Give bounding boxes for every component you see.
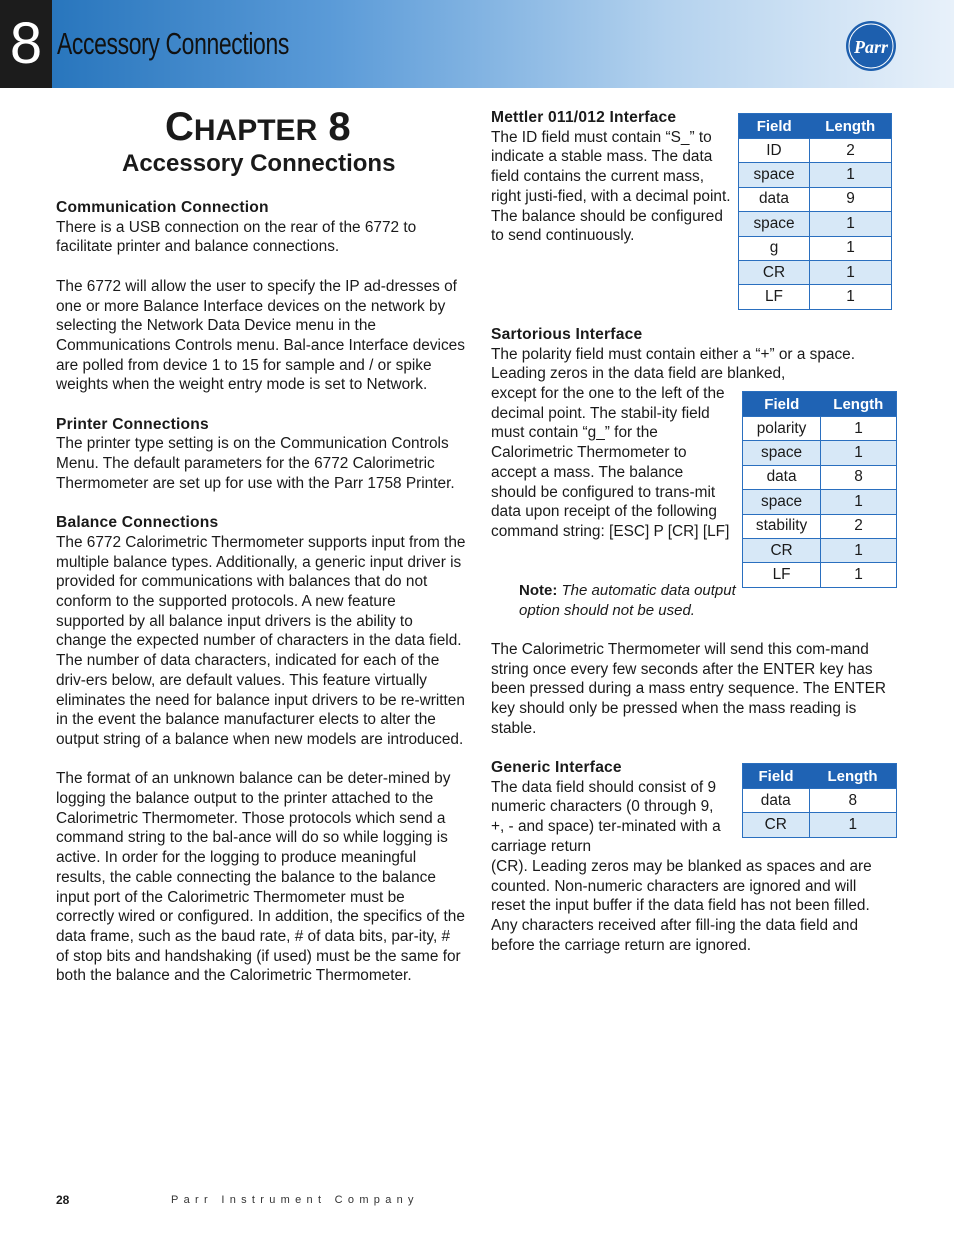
table-cell: LF — [743, 563, 821, 587]
table-cell: 1 — [821, 441, 897, 465]
table-cell: 2 — [809, 139, 891, 163]
table-cell: 2 — [821, 514, 897, 538]
table-cell: space — [743, 490, 821, 514]
sartorious-after — [491, 640, 891, 739]
table-header-field: Field — [743, 392, 821, 417]
table-cell: 1 — [809, 212, 891, 236]
sartorious-intro: The polarity field must contain either a “+” or a space. Leading zeros in the data field are blanked, — [491, 345, 855, 383]
printer-paragraph: The printer type setting is on the Communication Controls Menu. The default parameters for the 6772 Calorimetric Thermometer are set up for use with the Parr 1758 Printer. — [56, 435, 455, 492]
generic-side-text: The data field should consist of 9 numeric characters (0 through 9, +, - and space) ter-minated with a carriage return — [491, 778, 721, 855]
header-title: Accessory Connections — [57, 26, 289, 61]
balance-heading: Balance Connections — [56, 514, 219, 532]
table-cell: space — [739, 212, 810, 236]
note-label: Note: — [519, 582, 558, 599]
table-cell: 1 — [821, 417, 897, 441]
mettler-text: The ID field must contain “S_” to indicate a stable mass. The data field contains the current mass, right justi-fied, with a decimal point. The balance should be configured to send continuously. — [491, 128, 731, 245]
table-header-field: Field — [739, 114, 810, 139]
table-cell: ID — [739, 139, 810, 163]
sartorious-section — [491, 325, 891, 384]
balance-paragraph-2: The format of an unknown balance can be deter-mined by logging the balance output to the printer attached to the Calorimetric Thermometer. Those protocols which send a command string to the bal-ance will do so while logging is active. In order for the logging to produce meaningful results, the cable connecting the balance to the balance input port of the Calorimetric Thermometer must be correctly wired or configured. In addition, the specifics of the data frame, such as the baud rate, # of data bits, par-ity, # of stop bits and handshaking (if used) must be the same for both the balance and the Calorimetric Thermometer. — [56, 770, 465, 985]
table-row — [739, 285, 892, 309]
sartorious-side — [491, 384, 731, 542]
table-row — [739, 212, 892, 236]
table-row — [743, 563, 897, 587]
table-row — [743, 514, 897, 538]
table-cell: 1 — [821, 538, 897, 562]
table-cell: 1 — [821, 490, 897, 514]
logo-text: Parr — [853, 37, 889, 57]
table-row — [743, 490, 897, 514]
table-cell: polarity — [743, 417, 821, 441]
table-cell: space — [743, 441, 821, 465]
table-row — [739, 260, 892, 284]
chapter-subtitle: Accessory Connections — [122, 150, 396, 177]
table-row — [739, 163, 892, 187]
table-cell: 8 — [821, 465, 897, 489]
sartorious-side-text: except for the one to the left of the decimal point. The stabil-ity field must contain “g_” for the Calorimetric Thermometer to accept a mass. The balance should be configured to trans-mit data upon receipt of the following command string: [ESC] P [CR] [LF] — [491, 385, 730, 540]
table-header-length: Length — [809, 114, 891, 139]
table-row — [739, 139, 892, 163]
table-row — [743, 538, 897, 562]
sartorious-after-text: The Calorimetric Thermometer will send this com-mand string once every few seconds after the ENTER key has been pressed during a mass entry sequence. The ENTER key should only be pressed when the mass reading is stable. — [491, 641, 886, 737]
note-text: The automatic data output option should not be used. — [519, 582, 736, 619]
mettler-section — [491, 108, 731, 246]
table-header-field: Field — [743, 764, 810, 789]
mettler-table — [738, 113, 892, 310]
table-header-length: Length — [821, 392, 897, 417]
table-cell: 1 — [809, 285, 891, 309]
chapter-number-box: 8 — [0, 0, 52, 88]
table-cell: 1 — [821, 563, 897, 587]
generic-section — [491, 758, 723, 857]
table-cell: 8 — [809, 789, 897, 813]
generic-heading: Generic Interface — [491, 759, 622, 776]
sartorious-heading: Sartorious Interface — [491, 326, 643, 343]
table-cell: space — [739, 163, 810, 187]
table-cell: stability — [743, 514, 821, 538]
table-row — [743, 417, 897, 441]
generic-table — [742, 763, 897, 838]
table-cell: CR — [739, 260, 810, 284]
chapter-heading — [165, 105, 351, 150]
chapter-number: 8 — [328, 105, 351, 149]
table-cell: 1 — [809, 163, 891, 187]
comm-paragraph-2: The 6772 will allow the user to specify the IP ad-dresses of one or more Balance Interface devices on the network by selecting the Network Data Device menu in the Communications Controls menu. Bal-ance Interface devices are polled from device 1 to 15 for sample and / or spike weights when the weight entry mode is set to Network. — [56, 277, 465, 394]
table-row — [743, 813, 897, 837]
table-cell: CR — [743, 813, 810, 837]
sartorious-note — [519, 581, 779, 620]
table-cell: data — [743, 789, 810, 813]
parr-logo-icon — [845, 20, 897, 72]
table-cell: data — [743, 465, 821, 489]
table-header-length: Length — [809, 764, 897, 789]
comm-paragraph-1: There is a USB connection on the rear of the 6772 to facilitate printer and balance connections. — [56, 218, 417, 256]
generic-rest-text: (CR). Leading zeros may be blanked as spaces and are counted. Non-numeric characters are ignored and will reset the input buffer if the data field has not been filled. Any characters received after fill-ing the data field and before the carriage return are ignored. — [491, 858, 872, 954]
balance-paragraph-1: The 6772 Calorimetric Thermometer supports input from the multiple balance types. Additionally, a generic input driver is provided for communications with balances that do not conform to the supported protocols. A new feature supported by all balance input drivers is the ability to change the expected number of characters in the data field. The number of data characters, indicated for each of the driv-ers below, are default values. This feature virtually eliminates the need for balance input drivers to be re-written in the event the balance manufacturer elects to alter the output string of a balance when new models are introduced. — [56, 533, 466, 748]
left-column — [56, 198, 466, 986]
table-row — [743, 441, 897, 465]
generic-rest — [491, 857, 891, 956]
table-cell: g — [739, 236, 810, 260]
chapter-rest: HAPTER — [193, 114, 318, 147]
table-cell: LF — [739, 285, 810, 309]
page-number: 28 — [56, 1193, 70, 1207]
comm-heading: Communication Connection — [56, 199, 269, 216]
table-row — [739, 187, 892, 211]
table-cell: 9 — [809, 187, 891, 211]
printer-heading: Printer Connections — [56, 415, 209, 433]
sartorious-table — [742, 391, 897, 588]
table-cell: 1 — [809, 236, 891, 260]
table-row — [739, 236, 892, 260]
table-cell: data — [739, 187, 810, 211]
footer-company: Parr Instrument Company — [171, 1194, 419, 1206]
table-cell: 1 — [809, 813, 897, 837]
mettler-heading: Mettler 011/012 Interface — [491, 109, 677, 126]
chapter-cap: C — [165, 105, 194, 149]
table-row — [743, 789, 897, 813]
table-cell: 1 — [809, 260, 891, 284]
table-cell: CR — [743, 538, 821, 562]
table-row — [743, 465, 897, 489]
